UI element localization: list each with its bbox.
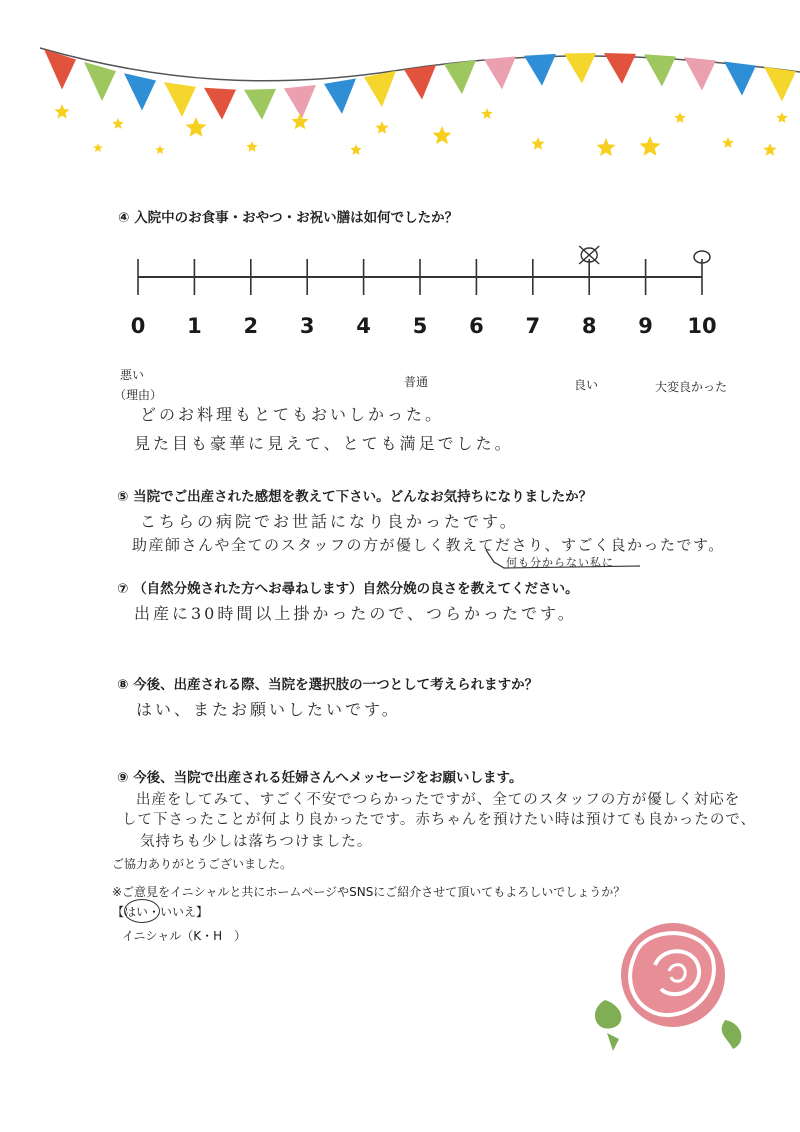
- q4-title: ④ 入院中のお食事・おやつ・お祝い膳は如何でしたか？: [118, 210, 459, 226]
- selected-option-circle: [124, 899, 160, 923]
- scale-tick-label: 3: [299, 314, 315, 338]
- q9-answer-line-1: 出産をしてみて、すごく不安でつらかったですが、全てのスタッフの方が優しく対応を: [136, 792, 741, 808]
- q9-answer-line-3: 気持ちも少しは落ちつけました。: [140, 834, 373, 850]
- q8-title: ⑧ 今後、出産される際、当院を選択肢の一つとして考えられますか？: [117, 677, 539, 693]
- crossed-out-rating-mark: [579, 246, 599, 264]
- q9-title: ⑨ 今後、当院で出産される妊婦さんへメッセージをお願いします。: [117, 770, 523, 786]
- scale-label-very-good: 大変良かった: [655, 380, 728, 394]
- q9-answer-line-2: して下さったことが何より良かったです。赤ちゃんを預けたい時は預けても良かったので、: [122, 812, 757, 828]
- scale-tick-label: 0: [130, 314, 146, 338]
- scale-label-good: 良い: [574, 378, 599, 392]
- thanks-text: ご協力ありがとうございました。: [112, 857, 293, 871]
- scale-tick-label: 10: [687, 314, 717, 338]
- q5-answer-line-2: 助産師さんや全てのスタッフの方が優しく教えてださり、すごく良かったです。: [132, 536, 725, 554]
- q5-insertion-note: 何も分からない私に: [506, 556, 614, 569]
- q7-title: ⑦ （自然分娩された方へお尋ねします）自然分娩の良さを教えてください。: [117, 581, 579, 597]
- q7-answer-line-1: 出産に30時間以上掛かったので、つらかったです。: [134, 604, 577, 623]
- scale-label-normal: 普通: [404, 375, 429, 389]
- scale-tick-label: 6: [469, 314, 484, 338]
- q4-answer-line-2: 見た目も豪華に見えて、とても満足でした。: [134, 434, 514, 453]
- q5-title: ⑤ 当院でご出産された感想を教えて下さい。どんなお気持ちになりましたか？: [117, 489, 593, 505]
- scale-label-bad: 悪い: [120, 368, 145, 382]
- scale-tick-label: 2: [243, 314, 259, 338]
- rating-scale: [0, 0, 800, 360]
- q8-answer-line-1: はい、またお願いしたいです。: [136, 700, 401, 719]
- q4-answer-line-1: どのお料理もとてもおいしかった。: [140, 405, 445, 424]
- reason-label: （理由）: [114, 388, 163, 402]
- rose-decoration: [585, 915, 755, 1065]
- scale-tick-label: 1: [187, 314, 202, 338]
- consent-options: 【はい・いいえ】: [112, 905, 209, 919]
- q5-answer-line-1: こちらの病院でお世話になり良かったです。: [140, 512, 519, 531]
- scale-tick-label: 9: [638, 314, 653, 338]
- initials-line: イニシャル（K・H ）: [122, 929, 247, 943]
- sns-question: ※ご意見をイニシャルと共にホームページやSNSにご紹介させて頂いてもよろしいでしょうか？: [112, 885, 626, 899]
- scale-tick-label: 5: [412, 314, 428, 338]
- scale-tick-label: 4: [356, 314, 371, 338]
- scale-tick-label: 8: [581, 314, 597, 338]
- scale-tick-label: 7: [525, 314, 541, 338]
